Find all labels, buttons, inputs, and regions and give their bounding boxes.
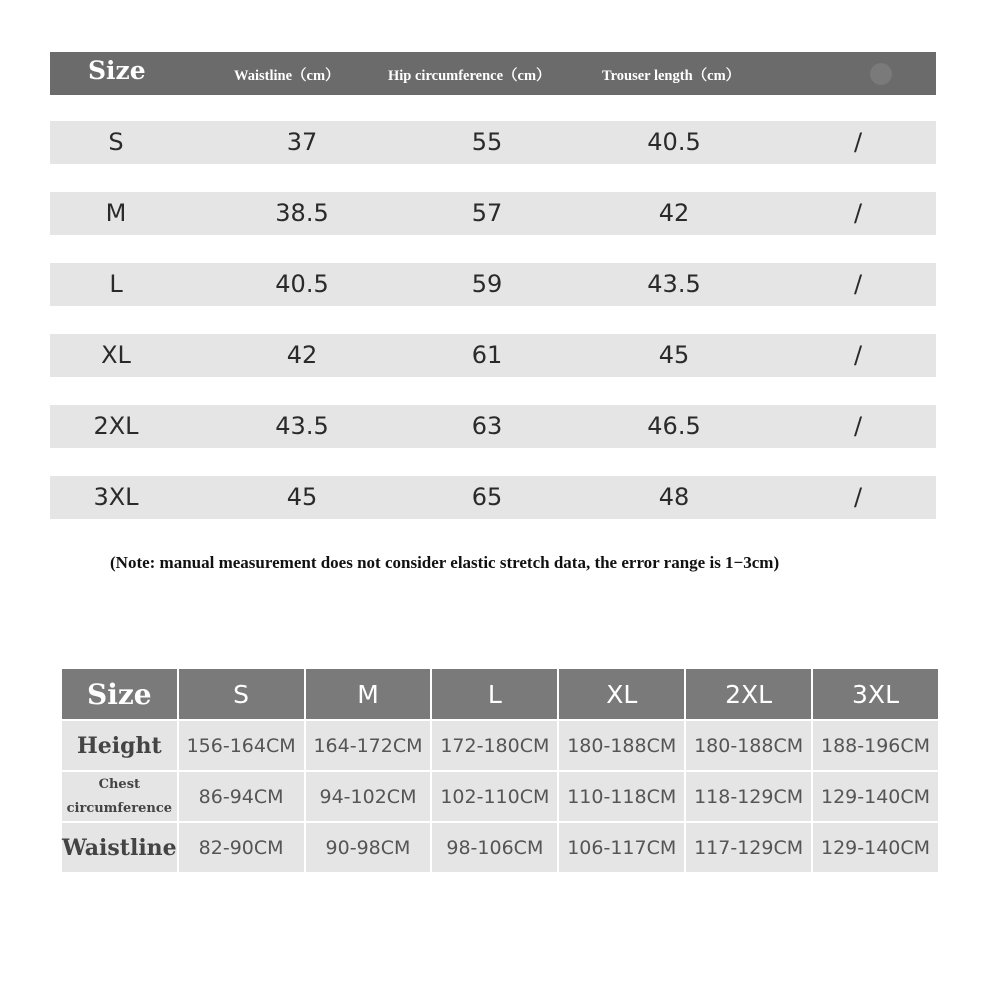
table-cell: 106-117CM (559, 823, 684, 872)
size-recommendation-table (60, 667, 940, 874)
table-cell: 98-106CM (432, 823, 557, 872)
empty-cell: / (853, 341, 863, 369)
empty-cell: / (853, 412, 863, 440)
row-label-chest: Chest circumference (62, 772, 177, 821)
table-header-row (62, 669, 938, 719)
table-cell: 110-118CM (559, 772, 684, 821)
table-row (50, 121, 936, 164)
length-cell: 46.5 (647, 412, 701, 440)
size-cell: M (105, 199, 127, 227)
empty-cell: / (853, 483, 863, 511)
empty-cell: / (853, 199, 863, 227)
table-row (50, 405, 936, 448)
table-cell: 102-110CM (432, 772, 557, 821)
measurement-note: (Note: manual measurement does not consider elastic stretch data, the error range is 1−3cm) (110, 553, 780, 572)
table-row (50, 263, 936, 306)
header-waistline: Waistline（cm） (234, 68, 340, 84)
table-cell: 86-94CM (179, 772, 304, 821)
header-size: Size (88, 56, 146, 85)
header-trouser-length: Trouser length（cm） (602, 68, 741, 84)
table-cell: 94-102CM (306, 772, 431, 821)
header-size-l: L (432, 669, 557, 719)
size-cell: S (108, 128, 124, 156)
hip-cell: 63 (471, 412, 503, 440)
measurements-table-header (50, 52, 936, 95)
table-row-height (62, 721, 938, 770)
hip-cell: 55 (471, 128, 503, 156)
waistline-cell: 37 (286, 128, 318, 156)
waistline-cell: 45 (286, 483, 318, 511)
length-cell: 42 (658, 199, 690, 227)
size-cell: L (109, 270, 123, 298)
hip-cell: 65 (471, 483, 503, 511)
table-row (50, 192, 936, 235)
table-row-chest (62, 772, 938, 821)
size-cell: XL (101, 341, 131, 369)
waistline-cell: 43.5 (275, 412, 329, 440)
waistline-cell: 38.5 (275, 199, 329, 227)
hip-cell: 61 (471, 341, 503, 369)
table-cell: 82-90CM (179, 823, 304, 872)
header-size-s: S (179, 669, 304, 719)
table-cell: 164-172CM (306, 721, 431, 770)
size-cell: 2XL (93, 412, 139, 440)
waistline-cell: 40.5 (275, 270, 329, 298)
table-cell: 118-129CM (686, 772, 811, 821)
table-row (50, 476, 936, 519)
length-cell: 43.5 (647, 270, 701, 298)
table-cell: 90-98CM (306, 823, 431, 872)
empty-cell: / (853, 270, 863, 298)
length-cell: 48 (658, 483, 690, 511)
table-cell: 156-164CM (179, 721, 304, 770)
table-row-waistline (62, 823, 938, 872)
hip-cell: 59 (471, 270, 503, 298)
header-decoration-dot (870, 63, 892, 85)
row-label-height: Height (62, 721, 177, 770)
header-size-xl: XL (559, 669, 684, 719)
waistline-cell: 42 (286, 341, 318, 369)
table-cell: 180-188CM (686, 721, 811, 770)
table-cell: 129-140CM (813, 823, 938, 872)
table-row (50, 334, 936, 377)
header-size-2xl: 2XL (686, 669, 811, 719)
length-cell: 40.5 (647, 128, 701, 156)
table-cell: 180-188CM (559, 721, 684, 770)
size-cell: 3XL (93, 483, 139, 511)
header-hip-circumference: Hip circumference（cm） (388, 68, 551, 84)
table-cell: 129-140CM (813, 772, 938, 821)
hip-cell: 57 (471, 199, 503, 227)
header-size: Size (62, 669, 177, 719)
empty-cell: / (853, 128, 863, 156)
table-cell: 188-196CM (813, 721, 938, 770)
header-size-m: M (306, 669, 431, 719)
row-label-waistline: Waistline (62, 823, 177, 872)
table-cell: 172-180CM (432, 721, 557, 770)
table-cell: 117-129CM (686, 823, 811, 872)
length-cell: 45 (658, 341, 690, 369)
header-size-3xl: 3XL (813, 669, 938, 719)
